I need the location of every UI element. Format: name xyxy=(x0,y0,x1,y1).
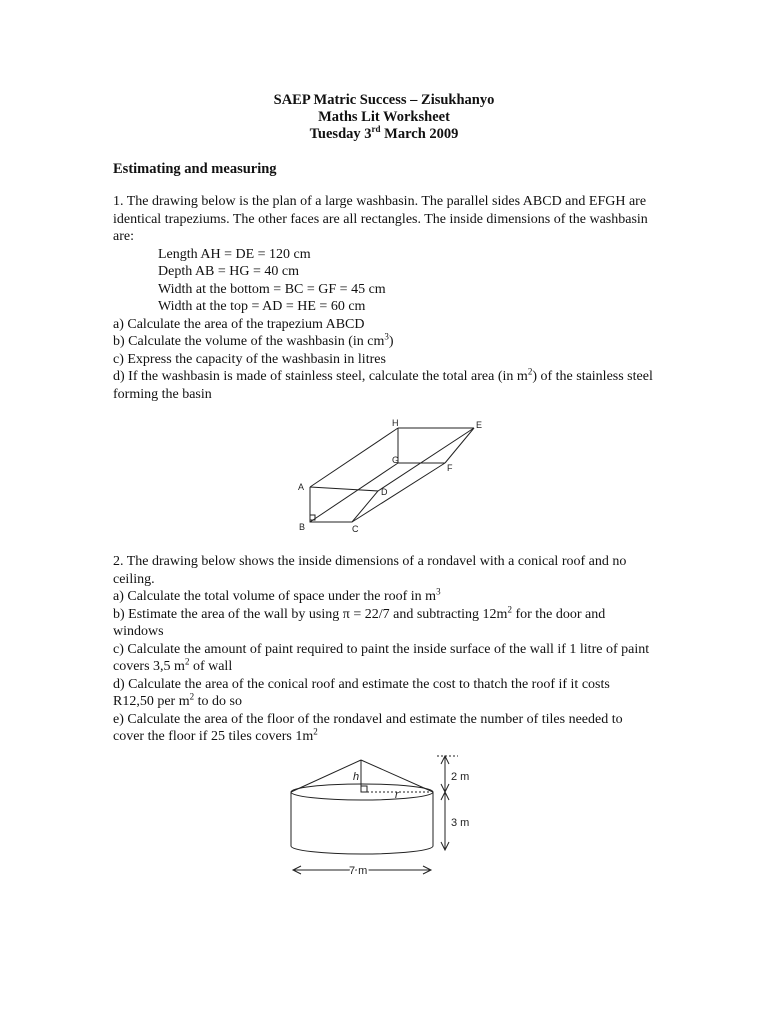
q1-dim-length: Length AH = DE = 120 cm xyxy=(158,246,311,262)
label-F: F xyxy=(447,463,453,473)
label-E: E xyxy=(476,420,483,430)
washbasin-diagram xyxy=(280,415,500,540)
section-title: Estimating and measuring xyxy=(113,161,277,177)
label-diameter: 7 m xyxy=(349,865,368,877)
question-1 xyxy=(113,193,653,403)
q1-part-c: c) Express the capacity of the washbasin in litres xyxy=(113,351,386,367)
question-2 xyxy=(113,553,653,746)
label-r: r xyxy=(395,789,399,801)
label-D: D xyxy=(381,487,388,497)
q2-part-d: d) Calculate the area of the conical roof and estimate the cost to thatch the roof if it costs R12,50 per $m^2$ to do so xyxy=(113,676,610,709)
label-C: C xyxy=(352,524,359,534)
label-wall-height: 3 m xyxy=(451,817,470,829)
q1-part-a: a) Calculate the area of the trapezium ABCD xyxy=(113,316,365,332)
header-date: Tuesday 3rd March 2009 xyxy=(309,124,459,142)
q1-intro: 1. The drawing below is the plan of a large washbasin. The parallel sides ABCD and EFGH are identical trapeziums. The other faces are all rectangles. The inside dimensions of the washbasin are: xyxy=(113,194,648,244)
label-G: G xyxy=(392,455,400,465)
q2-part-c: c) Calculate the amount of paint required to paint the inside surface of the wall if 1 litre of paint covers 3,5 $m^2$ of wall xyxy=(113,641,650,674)
q2-part-e: e) Calculate the area of the floor of the rondavel and estimate the number of tiles needed to cover the floor if 25 tiles covers $1m^2$ xyxy=(113,711,623,744)
worksheet-header xyxy=(0,92,768,143)
label-B: B xyxy=(299,522,306,532)
header-subtitle: Maths Lit Worksheet xyxy=(318,109,450,125)
q1-dim-depth: Depth AB = HG = 40 cm xyxy=(158,264,300,279)
label-A: A xyxy=(298,482,305,492)
q1-part-b: b) Calculate the volume of the washbasin (in $cm^3$) xyxy=(113,331,394,349)
q1-part-d: d) If the washbasin is made of stainless steel, calculate the total area (in $m^2$) of the stainless steel forming the basin xyxy=(113,366,653,402)
q2-part-b: b) Estimate the area of the wall by using π = 22/7 and subtracting $12m^2$ for the door and windows xyxy=(113,603,606,639)
label-h: h xyxy=(353,771,360,783)
q2-part-a: a) Calculate the total volume of space under the roof in $m^3$ xyxy=(113,586,441,604)
q1-dim-top-width: Width at the top = AD = HE = 60 cm xyxy=(158,299,366,314)
header-title: SAEP Matric Success – Zisukhanyo xyxy=(273,92,495,108)
rondavel-diagram xyxy=(283,750,493,885)
label-H: H xyxy=(392,418,399,428)
q1-dim-bottom-width: Width at the bottom = BC = GF = 45 cm xyxy=(158,281,386,297)
q2-intro: 2. The drawing below shows the inside dimensions of a rondavel with a conical roof and no ceiling. xyxy=(113,554,627,587)
label-roof-height: 2 m xyxy=(451,771,470,783)
